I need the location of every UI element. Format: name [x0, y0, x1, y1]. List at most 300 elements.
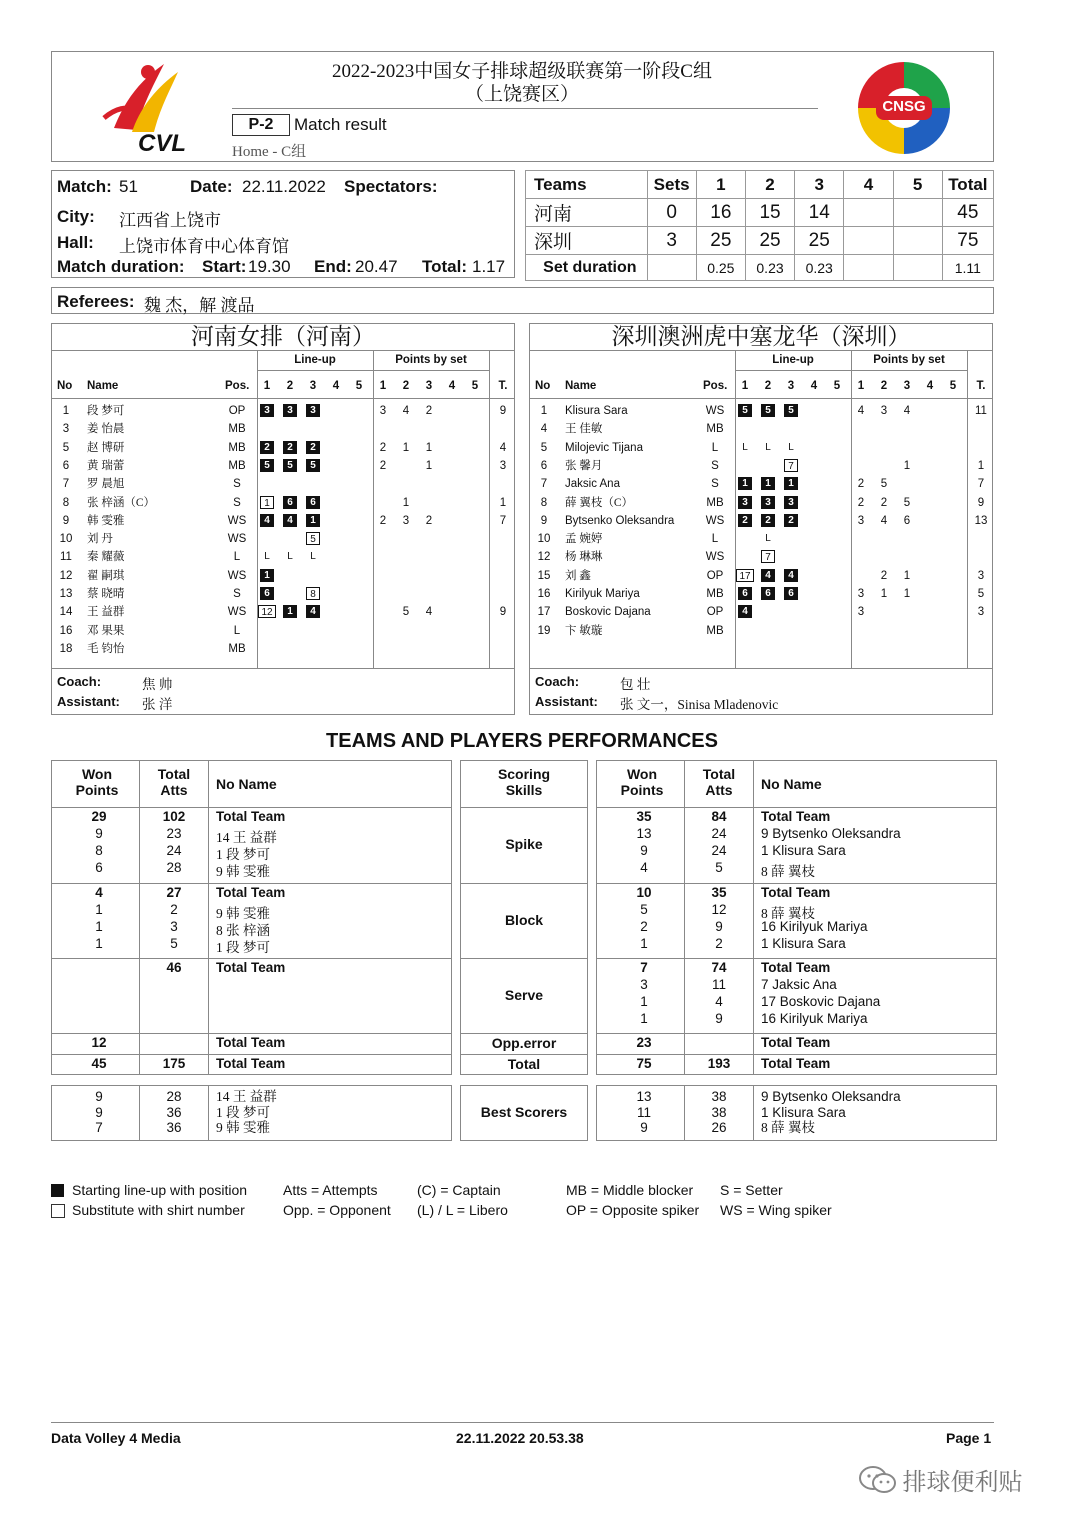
- won-points-home: 9: [95, 826, 103, 841]
- lineup-mark: 1: [260, 569, 274, 582]
- col-points-set: 3: [425, 380, 433, 392]
- player-name: Milojevic Tijana: [565, 441, 643, 454]
- points-set: 4: [425, 606, 433, 619]
- player-name: 王 佳敏: [565, 423, 603, 436]
- won-points-home: 6: [95, 860, 103, 875]
- player-row: [52, 402, 514, 420]
- player-no: 10: [537, 533, 551, 546]
- sb-duration: 1.11: [942, 255, 993, 281]
- assistant-label: Assistant:: [535, 694, 598, 709]
- won-points-header-home: Won Points: [75, 766, 119, 798]
- hall-label: Hall:: [57, 233, 94, 252]
- lineup-mark: L: [742, 441, 748, 453]
- player-name: 罗 晨旭: [87, 478, 125, 491]
- player-pos: MB: [228, 642, 246, 655]
- total-atts-away: 11: [711, 977, 726, 992]
- page-title: 2022-2023中国女子排球超级联赛第一阶段C组: [331, 61, 712, 82]
- points-set: 3: [402, 514, 410, 527]
- watermark: [858, 1462, 1022, 1497]
- sb-header: Total: [942, 171, 993, 199]
- player-row: [530, 420, 992, 438]
- scoreboard-row-home: [526, 199, 994, 227]
- watermark-text: 排球便利贴: [902, 1469, 1023, 1496]
- legend-item: MB = Middle blocker: [566, 1182, 694, 1198]
- player-pos: S: [233, 496, 241, 509]
- lineup-mark: 3: [283, 404, 297, 417]
- total-atts-away: 193: [707, 1056, 731, 1071]
- points-set: 2: [379, 441, 387, 454]
- skill-label: Serve: [504, 986, 544, 1003]
- player-away: 1 Klisura Sara: [761, 843, 846, 858]
- legend-item: Atts = Attempts: [283, 1182, 378, 1198]
- player-home: 9 韩 雯雅: [216, 906, 270, 921]
- player-home: 8 张 梓涵: [216, 923, 270, 938]
- total-atts-home: 24: [166, 843, 182, 858]
- points-set: 2: [425, 405, 433, 417]
- player-name: Kirilyuk Mariya: [565, 588, 640, 600]
- duration-label: Match duration:: [57, 257, 185, 276]
- points-set: 2: [379, 459, 387, 472]
- player-row: [52, 548, 514, 566]
- player-no: 17: [537, 606, 551, 619]
- match-info-box: [51, 170, 515, 278]
- col-name: Name: [87, 380, 119, 392]
- player-pos: MB: [706, 588, 724, 600]
- sb-team: 深圳: [526, 227, 648, 255]
- sb-duration: 0.23: [745, 255, 794, 281]
- points-total: 1: [977, 459, 985, 472]
- skill-label: Opp.error: [491, 1035, 557, 1051]
- player-no: 10: [59, 533, 73, 546]
- date-label: Date:: [190, 177, 233, 196]
- starting-lineup-swatch: [51, 1184, 64, 1197]
- points-by-set-header: Points by set: [395, 354, 467, 366]
- lineup-mark: L: [264, 551, 270, 563]
- home-line: Home - C组: [232, 144, 307, 160]
- sb-set-score: [893, 199, 942, 227]
- sb-header: Teams: [526, 171, 648, 199]
- lineup-mark: 3: [738, 496, 752, 509]
- player-row: [530, 548, 992, 566]
- won-points-home: 29: [91, 809, 107, 824]
- lineup-header: Line-up: [294, 354, 336, 366]
- lineup-mark: 8: [306, 587, 320, 600]
- lineup-mark: 1: [738, 477, 752, 490]
- player-row: [530, 475, 992, 493]
- best-player-away: 9 Bytsenko Oleksandra: [761, 1089, 901, 1104]
- lineup-mark: 5: [283, 459, 297, 472]
- player-no: 9: [62, 514, 70, 527]
- best-atts-away: 38: [711, 1104, 727, 1120]
- col-pos: Pos.: [225, 380, 250, 392]
- player-name: 段 梦可: [87, 405, 125, 417]
- sb-duration: [893, 255, 942, 281]
- won-points-away: 5: [640, 902, 648, 917]
- total-atts-home: 175: [162, 1056, 186, 1071]
- best-atts-away: 38: [711, 1089, 727, 1104]
- legend-item: (C) = Captain: [417, 1182, 501, 1198]
- total-atts-away: 84: [711, 809, 727, 824]
- player-pos: MB: [706, 624, 724, 637]
- coach-name: 包 壮: [620, 677, 651, 692]
- player-no: 9: [540, 514, 548, 527]
- lineup-mark: 4: [738, 605, 752, 618]
- player-row: [530, 603, 992, 621]
- points-set: 6: [903, 514, 911, 527]
- best-player-away: 1 Klisura Sara: [761, 1104, 846, 1120]
- col-points-set: 4: [448, 380, 456, 392]
- lineup-mark: 4: [761, 569, 775, 582]
- lineup-mark: 6: [260, 587, 274, 600]
- points-total: 7: [499, 514, 507, 527]
- scoreboard-row-away: [526, 227, 994, 255]
- legend-item: OP = Opposite spiker: [566, 1202, 700, 1218]
- lineup-mark: 5: [306, 532, 320, 545]
- player-row: [52, 475, 514, 493]
- roster-away: [529, 323, 993, 715]
- player-name: Jaksic Ana: [565, 478, 620, 491]
- legend-item: Substitute with shirt number: [72, 1202, 245, 1218]
- player-home: 9 韩 雯雅: [216, 864, 270, 879]
- doc-type: Match result: [294, 115, 387, 134]
- best-atts-home: 36: [166, 1104, 182, 1120]
- legend-item: Opp. = Opponent: [283, 1202, 391, 1218]
- col-points-set: 4: [926, 380, 934, 392]
- player-away: 8 薛 翼枝: [761, 864, 815, 879]
- player-pos: MB: [228, 459, 246, 472]
- col-lineup-set: 1: [741, 380, 749, 392]
- referees-box: [51, 287, 994, 314]
- lineup-mark: 6: [738, 587, 752, 600]
- won-points-away: 13: [636, 826, 652, 841]
- points-total: 3: [977, 569, 985, 582]
- best-won-away: 9: [640, 1120, 648, 1135]
- player-pos: L: [711, 441, 719, 454]
- player-row: [530, 494, 992, 512]
- no-name-header-home: No Name: [216, 776, 277, 792]
- skill-label: Block: [504, 911, 544, 928]
- player-home: 14 王 益群: [216, 830, 277, 845]
- sb-header: 5: [893, 171, 942, 199]
- player-no: 12: [59, 569, 73, 582]
- points-set: 4: [903, 405, 911, 417]
- assistant-name: 张 文一，Sinisa Mladenovic: [620, 697, 779, 712]
- scoreboard-table: [525, 170, 994, 281]
- start-value: 19.30: [248, 257, 291, 276]
- coach-label: Coach:: [57, 674, 102, 689]
- total-atts-home: 46: [166, 960, 182, 975]
- won-points-home: 8: [95, 843, 103, 858]
- sb-set-score: [893, 227, 942, 255]
- player-no: 7: [62, 478, 70, 491]
- player-name: 毛 钧怡: [87, 642, 125, 655]
- player-away: 7 Jaksic Ana: [761, 977, 837, 992]
- lineup-mark: 5: [761, 404, 775, 417]
- lineup-mark: 2: [306, 441, 320, 454]
- won-points-away: 4: [640, 860, 648, 875]
- player-no: 8: [540, 496, 548, 509]
- points-set: 3: [857, 588, 865, 600]
- won-points-away: 1: [640, 1011, 648, 1026]
- lineup-mark: 1: [306, 514, 320, 527]
- player-pos: MB: [706, 423, 724, 436]
- player-row: [530, 439, 992, 457]
- player-pos: S: [711, 459, 719, 472]
- points-set: 2: [880, 496, 888, 509]
- player-row: [530, 402, 992, 420]
- points-total: 7: [977, 478, 985, 491]
- total-atts-home: 28: [166, 860, 182, 875]
- total-atts-home: 27: [166, 885, 182, 900]
- best-player-away: 8 薛 翼枝: [761, 1120, 815, 1135]
- footer-right: Page 1: [946, 1430, 992, 1446]
- col-lineup-set: 1: [263, 380, 271, 392]
- points-total: 1: [499, 496, 507, 509]
- player-row: [530, 585, 992, 603]
- cnsg-logo-text: CNSG: [882, 98, 926, 115]
- player-pos: MB: [228, 441, 246, 454]
- best-atts-away: 26: [711, 1120, 727, 1135]
- lineup-mark: 4: [283, 514, 297, 527]
- lineup-mark: 6: [306, 496, 320, 509]
- points-set: 1: [425, 459, 433, 472]
- col-total: T.: [498, 380, 508, 392]
- player-pos: OP: [706, 569, 724, 582]
- player-pos: WS: [227, 569, 247, 582]
- sb-total: 75: [942, 227, 993, 255]
- sb-set-score: [844, 199, 893, 227]
- legend-item: Starting line-up with position: [72, 1182, 248, 1198]
- referees-label: Referees:: [57, 292, 135, 311]
- points-total: 5: [977, 588, 985, 600]
- points-set: 1: [402, 496, 410, 509]
- sb-set-score: 15: [745, 199, 794, 227]
- player-pos: MB: [228, 423, 246, 436]
- player-away: 17 Boskovic Dajana: [761, 994, 881, 1009]
- sb-duration: 0.23: [795, 255, 844, 281]
- sb-header: 2: [745, 171, 794, 199]
- player-away: Total Team: [761, 885, 831, 900]
- points-set: 1: [903, 569, 911, 582]
- points-total: 3: [499, 459, 507, 472]
- best-player-home: 9 韩 雯雅: [216, 1120, 270, 1135]
- player-away: 16 Kirilyuk Mariya: [761, 919, 868, 934]
- sb-set-score: 25: [795, 227, 844, 255]
- player-away: 16 Kirilyuk Mariya: [761, 1011, 868, 1026]
- points-set: 3: [857, 514, 865, 527]
- col-lineup-set: 4: [810, 380, 818, 392]
- assistant-label: Assistant:: [57, 694, 120, 709]
- best-won-home: 7: [95, 1120, 103, 1135]
- player-away: Total Team: [761, 1035, 831, 1050]
- player-name: 薛 翼枝（C）: [565, 496, 634, 509]
- points-total: 13: [974, 514, 988, 527]
- sb-duration: [844, 255, 893, 281]
- player-row: [52, 640, 514, 658]
- sb-header: Sets: [647, 171, 696, 199]
- player-away: Total Team: [761, 960, 831, 975]
- won-points-home: 4: [95, 885, 103, 900]
- points-set: 5: [402, 606, 410, 619]
- player-no: 8: [62, 496, 70, 509]
- total-label: Total:: [422, 257, 468, 276]
- lineup-mark: 3: [784, 496, 798, 509]
- sb-duration-label: [526, 255, 648, 281]
- player-home: 1 段 梦可: [216, 847, 270, 862]
- date-value: 22.11.2022: [242, 177, 326, 196]
- player-pos: OP: [706, 606, 724, 619]
- points-set: 2: [425, 514, 433, 527]
- player-no: 14: [59, 606, 73, 619]
- assistant-name: 张 洋: [142, 697, 173, 712]
- total-atts-header-away: Total Atts: [702, 766, 739, 798]
- points-set: 2: [379, 514, 387, 527]
- player-name: 姜 怡晨: [87, 423, 125, 436]
- col-lineup-set: 3: [787, 380, 795, 392]
- skill-label: Spike: [505, 836, 543, 852]
- city-label: City:: [57, 207, 95, 226]
- player-row: [530, 567, 992, 585]
- player-name: 王 益群: [87, 606, 125, 619]
- points-set: 4: [857, 405, 865, 417]
- player-away: Total Team: [761, 809, 831, 824]
- won-points-home: 45: [91, 1056, 107, 1071]
- player-away: 8 薛 翼枝: [761, 906, 815, 921]
- sb-set-score: 16: [696, 199, 745, 227]
- points-by-set-header: Points by set: [873, 354, 945, 366]
- won-points-home: 1: [95, 936, 103, 951]
- col-points-set: 1: [379, 380, 387, 392]
- player-no: 16: [537, 588, 551, 600]
- col-no: No: [57, 380, 73, 392]
- player-pos: S: [711, 478, 719, 491]
- won-points-home: 1: [95, 902, 103, 917]
- points-set: 5: [903, 496, 911, 509]
- sb-set-score: 25: [696, 227, 745, 255]
- player-no: 16: [59, 624, 73, 637]
- player-name: 杨 琳琳: [565, 551, 603, 564]
- points-set: 1: [903, 588, 911, 600]
- lineup-mark: 2: [761, 514, 775, 527]
- points-total: 4: [499, 441, 507, 454]
- lineup-mark: 2: [260, 441, 274, 454]
- referees-value: 魏 杰，解 渡品: [144, 296, 255, 315]
- cvl-logo-text: CVL: [138, 130, 186, 157]
- best-won-home: 9: [95, 1089, 103, 1104]
- total-atts-away: 12: [711, 902, 727, 917]
- player-no: 15: [537, 569, 551, 582]
- total-atts-away: 24: [711, 826, 727, 841]
- lineup-mark: 1: [761, 477, 775, 490]
- lineup-mark: 3: [761, 496, 775, 509]
- lineup-mark: 1: [784, 477, 798, 490]
- col-lineup-set: 2: [764, 380, 772, 392]
- player-row: [530, 530, 992, 548]
- won-points-away: 75: [636, 1056, 652, 1071]
- sb-header: 4: [844, 171, 893, 199]
- footer-center: 22.11.2022 20.53.38: [456, 1430, 584, 1446]
- lineup-mark: 2: [738, 514, 752, 527]
- total-atts-away: 74: [711, 960, 727, 975]
- col-no: No: [535, 380, 551, 392]
- player-home: Total Team: [216, 1035, 286, 1050]
- best-player-home: 1 段 梦可: [216, 1104, 270, 1120]
- scoring-skills-header: Scoring Skills: [497, 766, 554, 798]
- lineup-mark: 5: [784, 404, 798, 417]
- no-name-header-away: No Name: [761, 776, 822, 792]
- player-row: [530, 512, 992, 530]
- col-pos: Pos.: [703, 380, 728, 392]
- player-name: Klisura Sara: [565, 405, 628, 417]
- sb-sets: 3: [647, 227, 696, 255]
- match-label: Match:: [57, 177, 112, 196]
- won-points-away: 23: [636, 1035, 652, 1050]
- points-set: 3: [880, 405, 888, 417]
- col-name: Name: [565, 380, 597, 392]
- team-name: 河南女排（河南）: [191, 324, 375, 349]
- header-box: [51, 51, 994, 162]
- player-name: 黄 瑞蕾: [87, 459, 125, 472]
- player-name: 翟 嗣琪: [87, 569, 125, 582]
- won-points-away: 1: [640, 994, 648, 1009]
- player-home: Total Team: [216, 809, 286, 824]
- total-atts-home: 102: [162, 809, 186, 824]
- scoreboard-header-row: [526, 171, 994, 199]
- best-won-home: 9: [95, 1104, 103, 1120]
- end-value: 20.47: [355, 257, 398, 276]
- coach-label: Coach:: [535, 674, 580, 689]
- coach-name: 焦 帅: [142, 677, 173, 692]
- col-points-set: 2: [402, 380, 410, 392]
- col-lineup-set: 2: [286, 380, 294, 392]
- page-subtitle: （上饶赛区）: [464, 84, 579, 105]
- col-points-set: 1: [857, 380, 865, 392]
- player-name: 蔡 晓晴: [87, 588, 125, 600]
- col-lineup-set: 3: [309, 380, 317, 392]
- player-name: 刘 鑫: [565, 569, 591, 582]
- player-row: [52, 512, 514, 530]
- total-atts-away: 24: [711, 843, 727, 858]
- player-no: 1: [62, 405, 70, 417]
- player-no: 18: [59, 642, 73, 655]
- lineup-mark: 5: [306, 459, 320, 472]
- sb-header: 1: [696, 171, 745, 199]
- spectators-label: Spectators:: [344, 177, 438, 196]
- points-total: 9: [499, 405, 507, 417]
- substitute-swatch: [51, 1204, 65, 1218]
- won-points-home: 1: [95, 919, 103, 934]
- sb-set-score: 25: [745, 227, 794, 255]
- sb-team: 河南: [526, 199, 648, 227]
- points-set: 1: [402, 441, 410, 454]
- lineup-mark: 4: [784, 569, 798, 582]
- points-total: 9: [977, 496, 985, 509]
- player-away: Total Team: [761, 1056, 831, 1071]
- player-row: [52, 439, 514, 457]
- sb-sets: 0: [647, 199, 696, 227]
- total-atts-away: 9: [715, 1011, 723, 1026]
- best-player-home: 14 王 益群: [216, 1089, 277, 1104]
- lineup-mark: 4: [306, 605, 320, 618]
- player-pos: S: [233, 478, 241, 491]
- end-label: End:: [314, 257, 352, 276]
- player-name: 刘 丹: [87, 533, 113, 546]
- lineup-mark: 2: [283, 441, 297, 454]
- lineup-mark: L: [310, 551, 316, 563]
- points-set: 2: [857, 496, 865, 509]
- player-name: 孟 婉婷: [565, 533, 603, 546]
- col-points-set: 5: [471, 380, 479, 392]
